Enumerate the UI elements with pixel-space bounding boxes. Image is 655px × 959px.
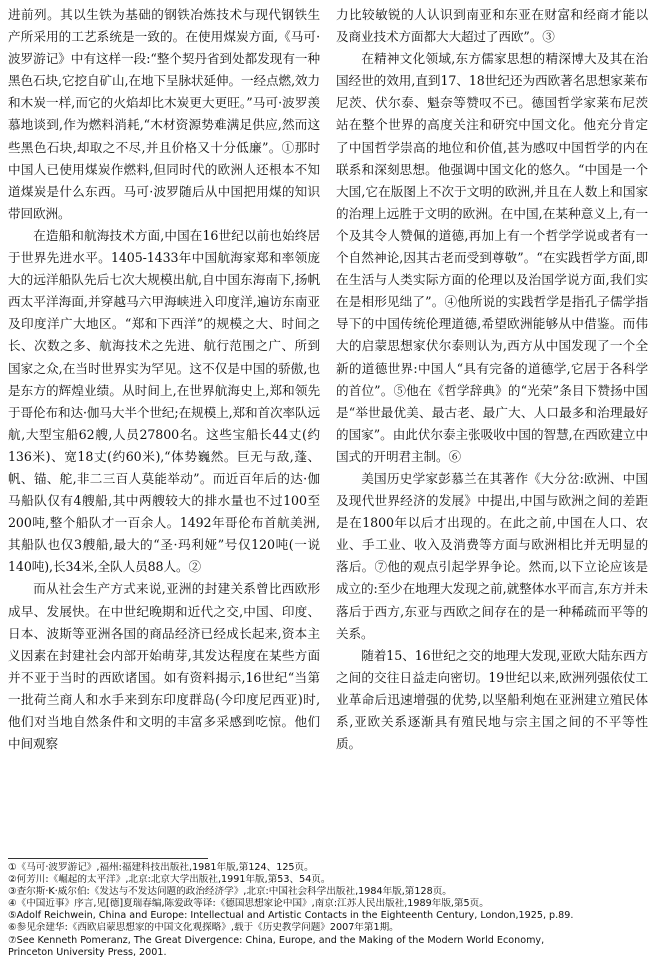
paragraph: 美国历史学家彭慕兰在其著作《大分岔:欧洲、中国及现代世界经济的发展》中提出,中国与欧洲之间的差距是在1800年以后才出现的。在此之前,中国在人口、农业、手工业、收入及消费等方面与欧洲相比并无明显的落后。⑦他的观点引起学界争论。然而,以下立论应该是成立的:至少在地理大发现之前,就整体水平而言,东方并未落后于西方,东亚与西欧之间存在的是一种稀疏而平等的关系。 bbox=[336, 470, 648, 641]
right-column bbox=[336, 4, 648, 859]
footnote: ②何芳川:《崛起的太平洋》,北京:北京大学出版社,1991年版,第53、54页。 bbox=[8, 874, 331, 886]
footnote: ④《中国近事》序言,见[德]夏瑞春编,陈爱政等译:《德国思想家论中国》,南京:江苏人民出版社,1989年版,第5页。 bbox=[8, 898, 489, 910]
paragraph: 力比较敏锐的人认识到南亚和东亚在财富和经商才能以及商业技术方面都大大超过了西欧”。③ bbox=[336, 7, 648, 45]
paragraph: 在精神文化领域,东方儒家思想的精深博大及其在治国经世的效用,直到17、18世纪还为西欧著名思想家莱布尼茨、伏尔泰、魁奈等赞叹不已。德国哲学家莱布尼茨站在整个世界的高度关注和研究中国文化。他充分肯定了中国哲学崇高的地位和价值,甚为感叹中国哲学的内在联系和深刻思想。他强调中国文化的悠久。“中国是一个大国,它在版图上不次于文明的欧洲,并且在人数上和国家的治理上远胜于文明的欧洲。在中国,在某种意义上,有一个及其令人赞佩的道德,再加上有一个哲学学说或者有一个自然神论,因其古老而受到尊敬”。“在实践哲学方面,即在生活与人类实际方面的伦理以及治国学说方面,我们实在是相形见绌了”。④他所说的实践哲学是指孔子儒学指导下的中国传统伦理道德,希望欧洲能够从中借鉴。而伟大的启蒙思想家伏尔泰则认为,西方从中国发现了一个全新的道德世界:中国人“具有完备的道德学,它居于各科学的首位”。⑤他在《哲学辞典》的“光荣”条目下赞扬中国是“举世最优美、最古老、最广大、人口最多和治理最好的国家”。由此伏尔泰主张吸收中国的智慧,在西欧建立中国式的开明君主制。⑥ bbox=[336, 51, 648, 464]
footnote: ⑦See Kenneth Pomeranz, The Great Divergence: China, Europe, and the Making of the Modern World Economy, bbox=[8, 934, 545, 946]
paragraph: 随着15、16世纪之交的地理大发现,亚欧大陆东西方之间的交往日益走向密切。19世纪以来,欧洲列强依仗工业革命后迅速增强的优势,以坚船利炮在亚洲建立殖民体系,亚欧关系逐渐具有殖民地与宗主国之间的不平等性质。 bbox=[336, 647, 648, 752]
paragraph: 在造船和航海技术方面,中国在16世纪以前也始终居于世界先进水平。1405-1433年中国航海家郑和率领庞大的远洋船队先后七次大规模出航,自中国东海南下,扬帆西太平洋海面,并穿越马六甲海峡进入印度洋,遍访东南亚及印度洋广大地区。“郑和下西洋”的规模之大、时间之长、次数之多、航海技术之先进、航行范围之广、所到国家之众,在当时世界实为罕见。这不仅是中国的骄傲,也是东方的辉煌业绩。从时间上,在世界航海史上,郑和领先于哥伦布和达·伽马大半个世纪;在规模上,郑和首次率队远航,大型宝船62艘,人员27800名。这些宝船长44丈(约136米)、宽18丈(约60米),“体势巍然。巨无与敌,蓬、帆、锚、舵,非二三百人莫能举动”。而近百年后的达·伽马船队仅有4艘船,其中两艘较大的排水量也不过100至200吨,整个船队才一百余人。1492年哥伦布首航美洲,其船队也仅3艘船,最大的“圣·玛利娅”号仅120吨(一说140吨),长34米,全队人员88人。② bbox=[8, 227, 320, 575]
paragraph: 而从社会生产方式来说,亚洲的封建关系曾比西欧形成早、发展快。在中世纪晚期和近代之交,中国、印度、日本、波斯等亚洲各国的商品经济已经成长起来,资本主义因素在封建社会内部开始萌芽,其发达程度在某些方面并不亚于当时的西欧诸国。如有资料揭示,16世纪“当第一批荷兰商人和水手来到东印度群岛(今印度尼西亚)时,他们对当地自然条件和文明的丰富多采感到吃惊。他们中间观察 bbox=[8, 581, 320, 752]
paragraph: 进前列。其以生铁为基础的钢铁冶炼技术与现代钢铁生产所采用的工艺系统是一致的。在使用煤炭方面,《马可·波罗游记》中有这样一段:“整个契丹省到处都发现有一种黑色石块,它挖自矿山,在地下呈脉状延伸。一经点燃,效力和木炭一样,而它的火焰却比木炭更大更旺。”马可·波罗羡慕地谈到,作为燃料消耗,“木材资源势难满足供应,然而这些黑色石块,却取之不尽,并且价格又十分低廉”。①那时中国人已使用煤炭作燃料,但同时代的欧洲人还根本不知道煤炭是什么东西。马可·波罗随后从中国把用煤的知识带回欧洲。 bbox=[8, 7, 320, 221]
left-column bbox=[8, 4, 320, 859]
footnote-divider bbox=[8, 858, 208, 859]
footnote: ⑥参见余建华:《西欧启蒙思想家的中国文化观探略》,载于《历史教学问题》2007年第1期。 bbox=[8, 922, 399, 934]
body-columns bbox=[8, 4, 648, 859]
footnote: ③查尔斯·K·威尔伯:《发达与不发达问题的政治经济学》,北京:中国社会科学出版社,1984年版,第128页。 bbox=[8, 886, 452, 898]
footnote: ⑤Adolf Reichwein, China and Europe: Intellectual and Artistic Contacts in the Eighteenth Century, London,1925, p.89. bbox=[8, 910, 574, 922]
footnotes bbox=[8, 862, 653, 959]
footnote: Princeton University Press, 2001. bbox=[8, 946, 167, 958]
footnote: ①《马可·波罗游记》,福州:福建科技出版社,1981年版,第124、125页。 bbox=[8, 862, 314, 873]
